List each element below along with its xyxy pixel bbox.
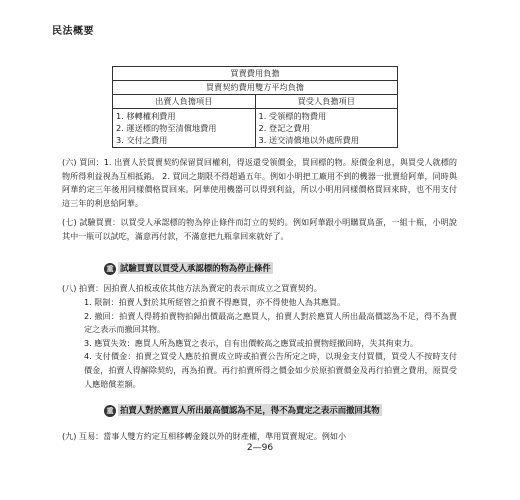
table-subtitle: 買賣契約費用雙方平均負擔 — [113, 81, 398, 95]
list-item: 3. 交付之費用 — [116, 135, 168, 145]
key-note-1 — [104, 262, 273, 276]
note-text: 試驗買賣以買受人承認標的物為停止條件 — [120, 263, 271, 273]
paragraph-body: 1. 出賣人於買賣契約保留買回權利，得返還受領價金，買回標的物。原價金利息，與買受人就標的物所得利益視為互相抵銷。 2. 買回之期限不得超過五年。例如小明把工廠用不到的機器一批賣給阿華，同時與阿華約定三年後用同樣價格買回來。阿華使用機器可以得到利益，所以小明用同樣價格買回來時，也不用支付這三年的利息給阿華。 — [62, 157, 457, 208]
paragraph-label: (七) 試驗買賣： — [62, 217, 121, 227]
list-item: 4. 支付價金：拍賣之買受人應於拍賣成立時或拍賣公告所定之時，以現金支付買價，買受人不按時支付價金，拍賣人得解除契約，再為拍賣。再行拍賣所得之價金如少於原拍賣價金及再行拍賣之費用，原買受人應賠償差額。 — [84, 351, 457, 389]
list-item: 2. 登記之費用 — [258, 123, 310, 133]
paragraph-body: 當事人雙方約定互相移轉金錢以外的財產權，準用買賣規定。例如小 — [103, 431, 347, 441]
paragraph-body: 以買受人承認標的物為停止條件而訂立的契約。例如阿華跟小明購買鳥蛋，一組十瓶，小明說其中一瓶可以試吃，滿意再付款，不滿意把九瓶拿回來就好了。 — [62, 217, 457, 241]
running-header: 民法概要 — [52, 26, 94, 37]
page-number: 2—96 — [246, 443, 274, 453]
list-item: 3. 送交清償地以外處所費用 — [258, 135, 359, 145]
key-point-icon: 重 — [104, 263, 116, 275]
list-item: 1. 移轉權利費用 — [116, 111, 176, 121]
paragraph-auction — [62, 282, 457, 296]
list-item: 1. 受領標的物費用 — [258, 111, 327, 121]
paragraph-repurchase — [62, 156, 457, 210]
note-text: 拍賣人對於應買人所出最高價認為不足，得不為賣定之表示而撤回其物 — [120, 405, 380, 415]
list-item: 1. 限制：拍賣人對於其所經管之拍賣不得應買，亦不得使他人為其應買。 — [84, 297, 346, 307]
table-title: 買賣費用負擔 — [113, 67, 398, 81]
buyer-items — [255, 109, 398, 148]
seller-items — [113, 109, 256, 148]
list-item: 3. 應買失效：應買人所為應買之表示，自有出價較高之應買或拍賣物經撤回時，失其拘束力。 — [84, 337, 419, 348]
key-note-2 — [104, 404, 474, 418]
paragraph-label: (八) 拍賣： — [62, 283, 104, 293]
paragraph-label: (六) 買回： — [62, 157, 104, 167]
paragraph-label: (九) 互易： — [62, 431, 104, 441]
sales-cost-table — [112, 66, 398, 148]
list-item: 2. 運送標的物至清償地費用 — [116, 123, 217, 133]
paragraph-exchange — [62, 430, 462, 444]
auction-items — [84, 296, 457, 391]
buyer-column-header: 買受人負擔項目 — [255, 95, 398, 109]
paragraph-body: 因拍賣人拍板或依其他方法為賣定的表示而成立之買賣契約。 — [103, 283, 322, 293]
list-item: 2. 撤回：拍賣人得將拍賣物拍歸出價最高之應買人，拍賣人對於應買人所出最高價認為不足，得不為賣定之表示而撤回其物。 — [84, 310, 457, 335]
paragraph-trial-sale — [62, 216, 457, 243]
key-point-icon: 重 — [104, 405, 116, 417]
seller-column-header: 出賣人負擔項目 — [113, 95, 256, 109]
